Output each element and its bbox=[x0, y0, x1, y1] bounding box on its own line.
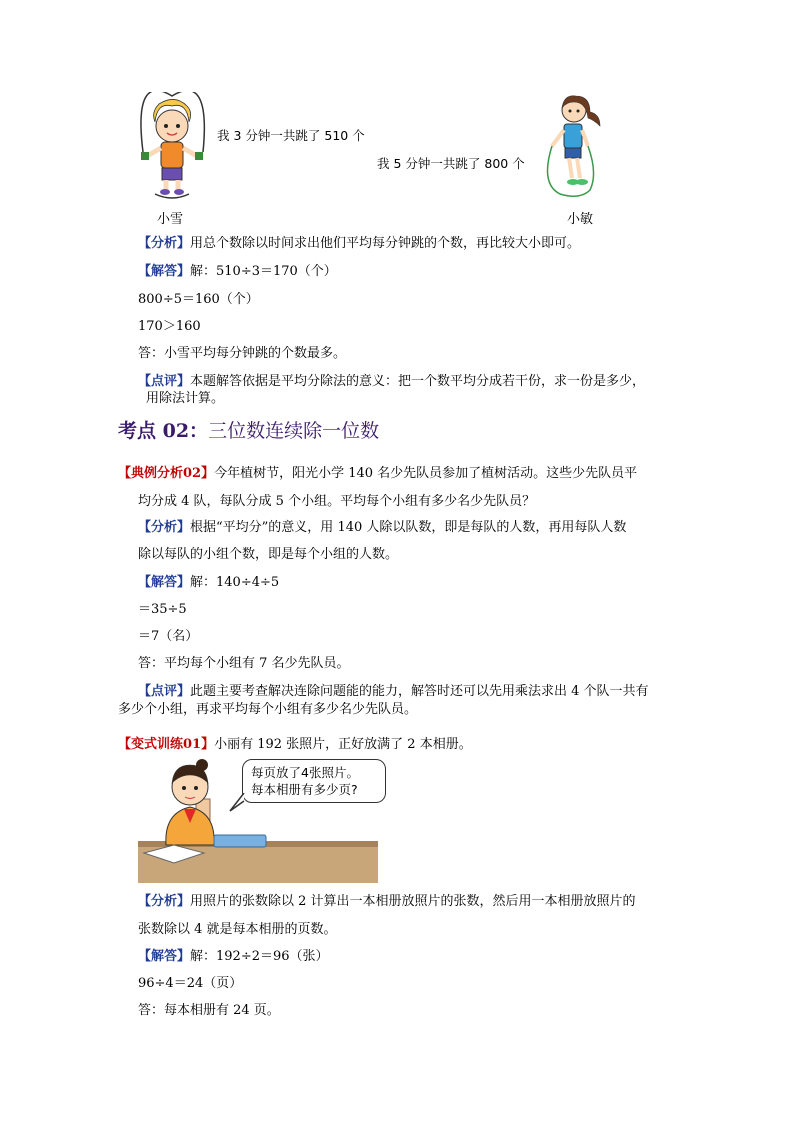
answer-line: 解：192÷2＝96（张） bbox=[190, 949, 329, 964]
bubble-line: 每页放了4张照片。 bbox=[251, 765, 359, 780]
answer-line: ＝35÷5 bbox=[138, 602, 187, 617]
comment-text-continued: 多少个小组，再求平均每个小组有多少名少先队员。 bbox=[118, 702, 418, 717]
exercise1-analysis bbox=[138, 894, 636, 910]
analysis-text: 根据“平均分”的意义，用 140 人除以队数，即是每队的人数，再用每队人数 bbox=[190, 520, 627, 535]
girl2-name: 小敏 bbox=[567, 212, 594, 227]
girl-xiaoxue-figure bbox=[135, 92, 210, 212]
answer-line: 800÷5＝160（个） bbox=[138, 292, 259, 307]
example2-answer bbox=[138, 575, 279, 591]
analysis-tag: 【分析】 bbox=[138, 520, 191, 535]
section-heading bbox=[118, 416, 379, 443]
girl-xiaomin-figure bbox=[540, 94, 615, 204]
example1-answer bbox=[138, 264, 337, 280]
answer-line: ＝7（名） bbox=[138, 629, 199, 644]
comment-tag: 【点评】 bbox=[138, 684, 191, 699]
exercise1-question bbox=[118, 737, 472, 753]
analysis-text: 用照片的张数除以 2 计算出一本相册放照片的张数，然后用一本相册放照片的 bbox=[190, 894, 636, 909]
girl1-name: 小雪 bbox=[157, 212, 184, 227]
example2-analysis bbox=[138, 520, 626, 536]
answer-conclusion: 答：平均每个小组有 7 名少先队员。 bbox=[138, 656, 350, 671]
photo-album-illustration bbox=[138, 757, 378, 883]
speech-bubble bbox=[242, 759, 386, 803]
bubble-line: 每本相册有多少页? bbox=[251, 782, 358, 797]
answer-line: 解：510÷3＝170（个） bbox=[190, 264, 337, 279]
example2-comment bbox=[138, 684, 649, 700]
bubble-tail bbox=[228, 793, 248, 813]
answer-line: 170＞160 bbox=[138, 319, 201, 334]
section-title: 三位数连续除一位数 bbox=[208, 420, 380, 442]
answer-line: 96÷4＝24（页） bbox=[138, 976, 243, 991]
analysis-tag: 【分析】 bbox=[138, 236, 191, 251]
section-label: 考点 02： bbox=[118, 420, 209, 442]
answer-tag: 【解答】 bbox=[138, 949, 191, 964]
comment-tag: 【点评】 bbox=[138, 374, 191, 389]
answer-line: 解：140÷4÷5 bbox=[190, 575, 280, 590]
exercise1-answer bbox=[138, 949, 329, 965]
answer-tag: 【解答】 bbox=[138, 575, 191, 590]
analysis-text-continued: 张数除以 4 就是每本相册的页数。 bbox=[138, 922, 337, 937]
example-tag: 【典例分析02】 bbox=[118, 466, 215, 481]
comment-text-continued: 用除法计算。 bbox=[146, 391, 225, 406]
analysis-text-continued: 除以每队的小组个数，即是每个小组的人数。 bbox=[138, 547, 399, 562]
question-text: 今年植树节，阳光小学 140 名少先队员参加了植树活动。这些少先队员平 bbox=[214, 466, 638, 481]
comment-text: 此题主要考查解决连除问题能的能力，解答时还可以先用乘法求出 4 个队一共有 bbox=[190, 684, 649, 699]
answer-conclusion: 答：每本相册有 24 页。 bbox=[138, 1003, 280, 1018]
jump-rope-illustration bbox=[135, 92, 615, 227]
analysis-text: 用总个数除以时间求出他们平均每分钟跳的个数，再比较大小即可。 bbox=[190, 236, 581, 251]
question-text-continued: 均分成 4 队，每队分成 5 个小组。平均每个小组有多少名少先队员？ bbox=[138, 494, 536, 509]
example1-comment bbox=[138, 374, 645, 390]
analysis-tag: 【分析】 bbox=[138, 894, 191, 909]
example1-analysis bbox=[138, 236, 580, 252]
answer-tag: 【解答】 bbox=[138, 264, 191, 279]
question-text: 小丽有 192 张照片，正好放满了 2 本相册。 bbox=[214, 737, 472, 752]
girl2-speech: 我 5 分钟一共跳了 800 个 bbox=[377, 156, 525, 171]
comment-text: 本题解答依据是平均分除法的意义：把一个数平均分成若干份，求一份是多少， bbox=[190, 374, 646, 389]
girl1-speech: 我 3 分钟一共跳了 510 个 bbox=[217, 128, 365, 143]
example2-question bbox=[118, 466, 637, 482]
exercise-tag: 【变式训练01】 bbox=[118, 737, 215, 752]
answer-conclusion: 答：小雪平均每分钟跳的个数最多。 bbox=[138, 346, 347, 361]
